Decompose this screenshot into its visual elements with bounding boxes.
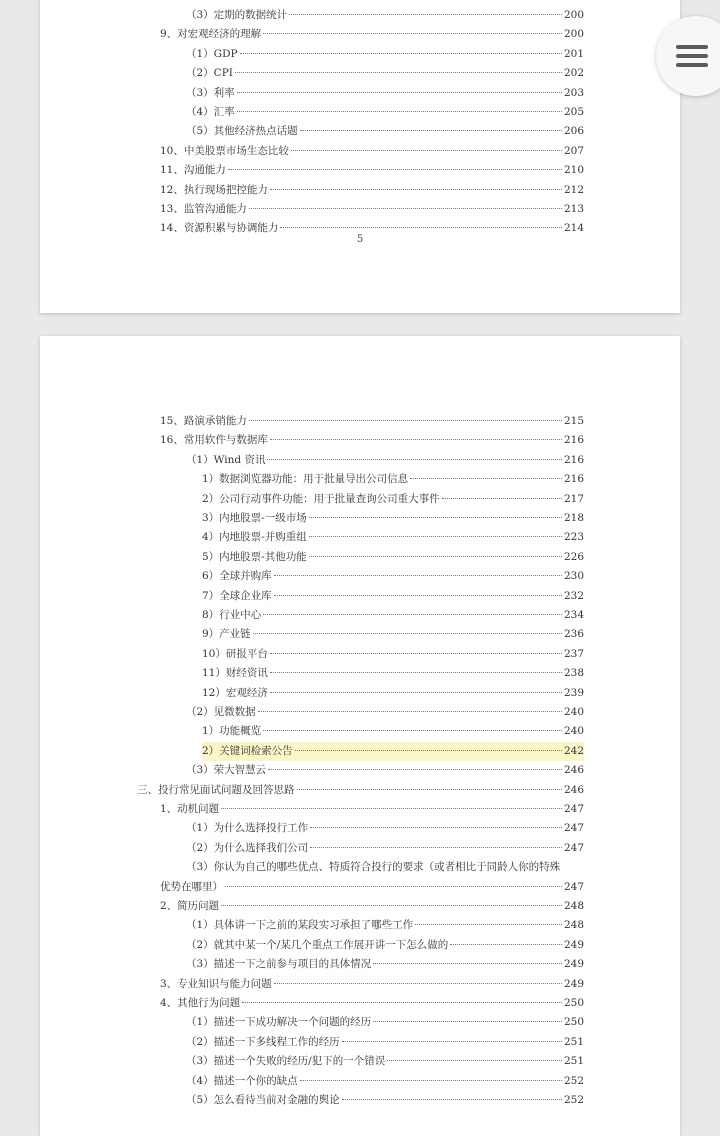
toc-entry-title: 12）宏观经济 [202,686,268,699]
toc-entry-page: 217 [563,492,584,505]
toc-entry[interactable] [202,742,584,761]
toc-entry-page: 216 [563,453,584,466]
dot-leader [300,130,562,131]
toc-entry[interactable] [186,761,584,780]
toc-entry[interactable] [186,451,584,470]
toc-entry-title: （5）怎么看待当前对金融的舆论 [186,1094,340,1106]
toc-entry-title: （3）描述一个失败的经历/犯下的一个错误 [186,1055,386,1068]
dot-leader [274,983,562,984]
toc-entry[interactable] [202,528,584,547]
toc-entry-title: 6）全球并购库 [202,570,272,583]
dot-leader [240,53,562,54]
toc-entry-page: 202 [563,67,584,80]
toc-entry-page: 246 [563,764,584,777]
toc-entry-page: 234 [563,609,584,621]
toc-entry-page: 213 [563,203,584,215]
dot-leader [270,439,562,440]
toc-entry-title: 8）行业中心 [202,609,262,621]
toc-entry[interactable] [160,161,584,180]
toc-entry[interactable] [202,470,584,489]
toc-entry-page: 252 [563,1074,584,1087]
toc-entry[interactable] [186,6,584,25]
toc-entry-title: 10、中美股票市场生态比较 [160,144,289,157]
dot-leader [442,498,562,499]
dot-leader [263,33,562,34]
toc-entry-title: （4）汇率 [186,106,235,118]
toc-entry-title: （2）描述一下多线程工作的经历 [186,1035,340,1048]
toc-entry-title: 5）内地股票-其他功能 [202,550,307,563]
toc-entry-title: 4）内地股票-并购重组 [202,531,307,544]
toc-entry-page: 226 [563,550,584,563]
toc-entry-page: 210 [563,164,584,177]
toc-entry-page: 249 [563,958,584,971]
dot-leader [289,14,562,15]
dot-leader [263,614,562,615]
toc-entry-page: 201 [563,47,584,60]
dot-leader [267,459,561,460]
toc-entry-page: 206 [563,125,584,138]
dot-leader [263,730,562,731]
toc-entry-page: 218 [563,512,584,524]
toc-entry-page: 249 [563,977,584,990]
toc-entry-page: 212 [563,183,584,196]
toc-entry[interactable] [186,955,584,974]
toc-entry-title: 三、投行常见面试问题及回答思路 [137,783,295,796]
toc-entry-title: 1、动机问题 [160,803,220,815]
dot-leader [373,1021,562,1022]
toc-entry-page: 240 [563,706,584,718]
toc-entry-title: （2）就其中某一个/某几个重点工作展开讲一下怎么做的 [186,938,449,951]
page-number: 5 [356,234,364,245]
dot-leader [309,556,562,557]
toc-entry-page: 249 [563,938,584,951]
dot-leader [274,575,562,576]
toc-entry-page: 239 [563,686,584,699]
toc-entry[interactable] [186,858,584,877]
toc-entry[interactable] [202,606,584,625]
toc-entry[interactable] [202,548,584,567]
toc-entry-title: 2）公司行动事件功能：用于批量查询公司重大事件 [202,492,440,505]
dot-leader [415,924,562,925]
toc-entry[interactable] [160,878,584,897]
toc-entry-title: 14、资源积累与协调能力 [160,222,279,235]
toc-entry[interactable] [186,1091,584,1110]
toc-entry-title: （1）描述一下成功解决一个问题的经历 [186,1016,372,1029]
dot-leader [237,111,562,112]
toc-entry-title: （2）为什么选择我们公司 [186,841,309,854]
toc-entry-page: 251 [563,1035,584,1048]
toc-entry[interactable] [202,722,584,741]
dot-leader [258,711,562,712]
toc-entry-title: （3）荣大智慧云 [186,764,267,777]
toc-entry-title: （5）其他经济热点话题 [186,125,298,138]
toc-entry-title: 10）研报平台 [202,647,268,660]
dot-leader [300,1080,562,1081]
toc-entry-page: 240 [563,725,584,738]
toc-entry[interactable] [202,567,584,586]
toc-entry[interactable] [186,916,584,935]
toc-entry-page: 242 [563,744,584,757]
toc-entry-title: 13、监管沟通能力 [160,203,247,215]
dot-leader [235,72,562,73]
toc-entry[interactable] [160,200,584,219]
toc-entry[interactable] [186,1072,584,1091]
toc-entry[interactable] [186,103,584,122]
toc-entry[interactable] [160,897,584,916]
dot-leader [342,1099,562,1100]
dot-leader [237,92,562,93]
toc-entry-page: 246 [563,783,584,796]
toc-entry-page: 247 [563,822,584,835]
dot-leader [295,750,562,751]
document-page [40,0,680,313]
toc-entry[interactable] [202,684,584,703]
toc-entry-page: 247 [563,880,584,893]
toc-entry-page: 214 [563,222,584,235]
dot-leader [221,905,562,906]
dot-leader [297,789,562,790]
dot-leader [270,189,562,190]
dot-leader [309,536,562,537]
toc-entry-title: 15、路演承销能力 [160,415,247,427]
toc-entry-title: （2）见微数据 [186,706,256,718]
toc-entry-page: 232 [563,589,584,602]
toc-entry[interactable] [186,1052,584,1071]
toc-entry-title: 9、对宏观经济的理解 [160,28,262,41]
toc-entry-page: 237 [563,647,584,660]
toc-entry-page: 216 [563,473,584,486]
toc-entry[interactable] [202,645,584,664]
dot-leader [410,478,562,479]
toc-entry-title: 7）全球企业库 [202,589,272,602]
toc-entry[interactable] [160,25,584,44]
toc-entry[interactable] [186,819,584,838]
toc-entry-page: 203 [563,86,584,99]
toc-entry-page: 216 [563,434,584,447]
toc-entry-page: 247 [563,803,584,815]
toc-entry-page: 247 [563,841,584,854]
toc-entry[interactable] [160,181,584,200]
toc-entry-title: 3、专业知识与能力问题 [160,977,272,990]
toc-entry-title: （2）CPI [186,67,233,80]
toc-entry[interactable] [160,431,584,450]
toc-entry[interactable] [186,1013,584,1032]
toc-entry[interactable] [202,490,584,509]
dot-leader [342,1041,562,1042]
toc-entry[interactable] [202,625,584,644]
toc-entry-title: （3）定期的数据统计 [186,9,288,21]
toc-entry[interactable] [186,703,584,722]
toc-entry[interactable] [186,122,584,141]
toc-entry[interactable] [202,664,584,683]
dot-leader [450,944,562,945]
toc-entry-page: 200 [563,28,584,41]
toc-entry-page: 250 [563,997,584,1009]
toc-entry-page: 248 [563,919,584,932]
toc-entry-title: （3）你认为自己的哪些优点、特质符合投行的要求（或者相比于同龄人你的特殊 [186,861,561,874]
dot-leader [242,1002,562,1003]
toc-entry[interactable] [160,412,584,431]
toc-entry-page: 248 [563,900,584,912]
toc-entry-title: 优势在哪里） [160,880,223,893]
toc-entry-title: 12、执行现场把控能力 [160,183,268,196]
dot-leader [225,886,562,887]
dot-leader [270,653,562,654]
toc-entry[interactable] [186,1033,584,1052]
toc-entry-title: 2、简历问题 [160,900,220,912]
toc-entry-title: （1）Wind 资讯 [186,453,266,466]
toc-entry-page: 238 [563,667,584,680]
toc-entry-title: （3）描述一下之前参与项目的具体情况 [186,958,372,971]
toc-entry-title: 4、其他行为问题 [160,997,241,1009]
dot-leader [310,847,562,848]
toc-entry-page: 236 [563,628,584,641]
toc-entry-page: 223 [563,531,584,544]
dot-leader [228,169,562,170]
toc-entry-page: 251 [563,1055,584,1068]
toc-entry-title: 11、沟通能力 [160,164,226,177]
toc-entry[interactable] [202,509,584,528]
toc-entry-title: 11）财经资讯 [202,667,268,680]
toc-entry-title: （1）GDP [186,47,238,60]
toc-entry-title: （1）为什么选择投行工作 [186,822,309,835]
dot-leader [310,827,562,828]
toc-entry-page: 207 [563,144,584,157]
toc-entry[interactable] [186,45,584,64]
toc-entry-page: 200 [563,9,584,21]
toc-entry[interactable] [160,800,584,819]
dot-leader [270,692,562,693]
toc-entry[interactable] [160,994,584,1013]
toc-entry-title: 2）关键词检索公告 [202,744,293,757]
toc-entry-title: （3）利率 [186,86,235,99]
toc-entry-page: 252 [563,1094,584,1106]
toc-entry-page: 205 [563,106,584,118]
dot-leader [253,633,562,634]
toc-entry-page: 250 [563,1016,584,1029]
toc-entry[interactable] [202,587,584,606]
dot-leader [268,769,562,770]
dot-leader [387,1060,562,1061]
dot-leader [249,420,562,421]
toc-entry-page: 215 [563,415,584,427]
toc-entry-title: 1）功能概览 [202,725,262,738]
toc-entry[interactable] [160,142,584,161]
dot-leader [274,595,562,596]
toc-entry-title: （1）具体讲一下之前的某段实习承担了哪些工作 [186,919,414,932]
toc-entry-title: 1）数据浏览器功能：用于批量导出公司信息 [202,473,409,486]
toc-entry[interactable] [186,936,584,955]
document-page [40,336,680,1136]
toc-entry-title: （4）描述一个你的缺点 [186,1074,298,1087]
toc-entry[interactable] [160,975,584,994]
dot-leader [291,150,562,151]
dot-leader [309,517,562,518]
toc-entry[interactable] [186,64,584,83]
toc-entry-title: 3）内地股票-一级市场 [202,512,307,524]
dot-leader [249,208,562,209]
dot-leader [221,808,562,809]
dot-leader [373,963,562,964]
toc-entry-title: 9）产业链 [202,628,251,641]
toc-entry[interactable] [186,839,584,858]
toc-entry-page: 230 [563,570,584,583]
toc-entry-title: 16、常用软件与数据库 [160,434,268,447]
toc-entry[interactable] [186,84,584,103]
dot-leader [270,672,562,673]
dot-leader [280,227,562,228]
toc-entry[interactable] [137,781,584,800]
